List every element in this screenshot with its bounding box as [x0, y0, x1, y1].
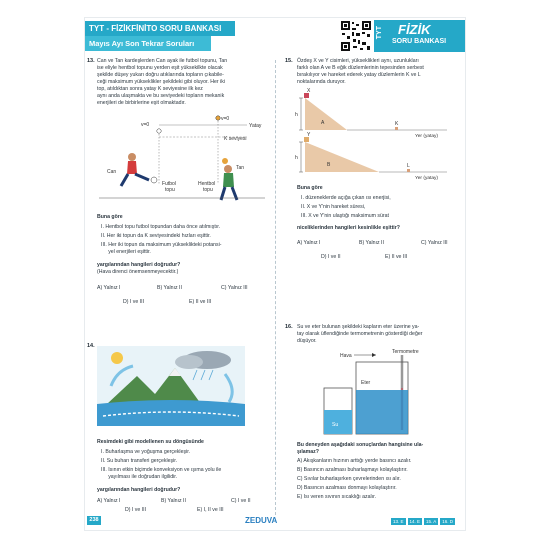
b-label: B — [327, 162, 331, 168]
answer-key-item: 13. E — [393, 519, 404, 524]
q16-number: 16. — [285, 324, 293, 330]
v0-label-b: v=0 — [221, 116, 230, 122]
answer-key-item: 16. D — [442, 519, 454, 524]
yer-label-2: Yer (yatay) — [415, 176, 439, 181]
q13-item: III. Her iki topun da maksimum yükseklikteki potansi- — [101, 242, 222, 248]
q15-question: niceliklerinden hangileri kesinlikle eşittir? — [297, 225, 400, 231]
termometre-label: Termometre — [392, 349, 419, 355]
answer-key — [391, 518, 457, 525]
q16-figure — [310, 348, 430, 438]
can-figure — [121, 153, 157, 186]
q16-stem-line: Su ve eter bulunan şekildeki kapların eter üzerine ya- — [297, 324, 420, 330]
q13-option-b[interactable]: B) Yalnız II — [157, 285, 182, 291]
x-label: X — [307, 88, 311, 94]
futbol-label: Futbol — [162, 181, 176, 187]
tan-figure — [221, 158, 237, 200]
q13-item: II. Her iki topun da K seviyesindeki hızları eşittir. — [101, 233, 211, 239]
q13-figure — [97, 114, 267, 206]
q13-option-a[interactable]: A) Yalnız I — [97, 285, 121, 291]
eter-liquid — [356, 390, 408, 434]
brand-soru-bankasi: SORU BANKASI — [392, 38, 447, 45]
eter-label: Eter — [361, 380, 371, 386]
q13-stem-line: ise eliyle hentbol topunu yerden eşit yüksekilkte olacak — [97, 65, 223, 71]
q15-number: 15. — [285, 58, 293, 64]
header-subtitle: Mayıs Ayı Son Tekrar Soruları — [85, 36, 211, 51]
q15-option-e[interactable]: E) II ve III — [385, 254, 408, 260]
page-number: 238 — [87, 516, 101, 525]
q14-item: I. Buharlaşma ve yoğuşma gerçekleşir. — [101, 449, 191, 455]
page-footer — [85, 508, 465, 530]
q15-option-b[interactable]: B) Yalnız II — [359, 240, 384, 246]
q16-option-e[interactable]: E) Isı veren sıvının sıcaklığı azalır. — [297, 494, 376, 500]
a-label: A — [321, 120, 325, 126]
q15-figure — [297, 90, 457, 180]
q13-stem-line: aynı anda ulaşmakta ve bu seviyedeki topların mekanik — [97, 93, 225, 99]
l-label: L — [407, 163, 410, 169]
water-icon — [97, 400, 245, 426]
tan-label: Tan — [236, 165, 245, 171]
q15-option-c[interactable]: C) Yalnız III — [421, 240, 448, 246]
topu-label-1: topu — [165, 187, 175, 193]
answer-key-item: 15. A — [426, 519, 437, 524]
q13-stem-line: Can ve Tan kardeşlerden Can ayak ile futbol topunu, Tan — [97, 58, 228, 64]
q14-item: II. Su buharı transferi gerçekleşir. — [101, 458, 178, 464]
point-l — [407, 169, 410, 172]
page-header — [85, 18, 465, 56]
q13-stem-line: top, atıldıktan sonra yatay K seviyesine ilk kez — [97, 86, 203, 92]
h-label-b: h — [295, 155, 298, 161]
q13-number: 13. — [87, 58, 95, 64]
q13-item: I. Hentbol topu futbol topundan daha önce atılmıştır. — [101, 224, 221, 230]
q16-option-a[interactable]: A) Akışkanların hızının arttığı yerde basıncı azalır. — [297, 458, 412, 464]
q16-stem-line: düşüyor. — [297, 338, 317, 344]
brand-fizik: FİZİK — [398, 22, 431, 37]
q15-item: II. X ve Y'nin hareket süresi, — [301, 204, 366, 210]
water-cycle-illustration — [97, 346, 245, 426]
q14-item: III. Isının etkin biçimde konveksiyon ve ışıma yolu ile — [101, 467, 222, 473]
q13-option-d[interactable]: D) I ve III — [123, 299, 145, 305]
q15-option-d[interactable]: D) I ve II — [321, 254, 341, 260]
publisher-logo: ZEDUVA — [245, 516, 278, 525]
q14-question: yargılarından hangileri doğrudur? — [97, 487, 181, 493]
su-label: Su — [332, 422, 339, 428]
q13-stem-line: ceği maksimum yükseklikler şekildeki gibi oluyor. Her iki — [97, 79, 225, 85]
v0-label-a: v=0 — [141, 122, 150, 128]
yatay-label: Yatay — [249, 123, 262, 129]
qr-code-icon[interactable] — [340, 20, 372, 52]
brand-badge — [374, 20, 465, 52]
q15-stem-line: noktalarında duruyor. — [297, 79, 346, 85]
hentbol-label: Hentbol — [198, 181, 216, 187]
arrow-right-icon — [372, 353, 376, 357]
futbol-ball-top — [157, 129, 161, 133]
q16-stem-line: tay olarak üflendiğinde termometrenin gösterdiği değer — [297, 331, 423, 337]
q14-option-a[interactable]: A) Yalnız I — [97, 498, 121, 504]
q15-item: I. düzeneklerde açığa çıkan ısı enerjisi, — [301, 195, 391, 201]
q13-note: (Hava direnci önemsenmeyecektir.) — [97, 269, 179, 275]
incline-a — [305, 98, 347, 130]
q14-option-c[interactable]: C) I ve II — [231, 498, 251, 504]
q16-option-d[interactable]: D) Basıncın azalması donmayı kolaylaştırır. — [297, 485, 397, 491]
q15-stem-line: farklı olan A ve B eğik düzlemlerinin tepesinden serbest — [297, 65, 424, 71]
column-divider — [275, 60, 276, 515]
q14-lead: Resimdeki gibi modellenen su döngüsünde — [97, 439, 204, 445]
q13-option-c[interactable]: C) Yalnız III — [221, 285, 248, 291]
q15-stem-line: bırakılıyor ve hareket ederek yatay düzlemlerin K ve L — [297, 72, 421, 78]
q16-option-c[interactable]: C) Sıvılar buharlaşırken çevrelerinden ısı alır. — [297, 476, 401, 482]
topu-label-2: topu — [203, 187, 213, 193]
q13-buna-gore: Buna göre — [97, 214, 123, 220]
q15-stem-line: Özdeş X ve Y cisimleri, yükseklikleri aynı, uzunlukları — [297, 58, 419, 64]
document-page — [85, 18, 465, 530]
y-label: Y — [307, 132, 311, 138]
q14-option-d[interactable]: D) I ve III — [125, 507, 147, 513]
can-label: Can — [107, 169, 117, 175]
hava-label: Hava — [340, 353, 352, 359]
q15-item: III. X ve Y'nin ulaştığı maksimum sürat — [301, 213, 389, 219]
h-label-a: h — [295, 112, 298, 118]
sun-icon — [111, 352, 123, 364]
q14-number: 14. — [87, 343, 95, 349]
header-title: TYT - FİZİKFİNİTO SORU BANKASI — [85, 21, 235, 36]
q13-item: yel enerjileri eşittir. — [101, 249, 151, 255]
q15-option-a[interactable]: A) Yalnız I — [297, 240, 321, 246]
q14-option-e[interactable]: E) I, II ve III — [197, 507, 224, 513]
q13-question: yargılarından hangileri doğrudur? — [97, 262, 181, 268]
point-k — [395, 127, 398, 130]
k-label: K — [395, 121, 399, 127]
answer-key-item: 14. E — [409, 519, 421, 524]
q16-question-line: şılamaz? — [297, 449, 319, 455]
q16-question-line: Bu deneyden aşağıdaki sonuçlardan hangisine ula- — [297, 442, 424, 448]
q14-option-b[interactable]: B) Yalnız II — [161, 498, 186, 504]
q16-option-b[interactable]: B) Basıncın azalması buharlaşmayı kolaylaştırır. — [297, 467, 408, 473]
q15-buna-gore: Buna göre — [297, 185, 323, 191]
yer-label-1: Yer (yatay) — [415, 134, 439, 139]
k-seviyesi-label: K seviyesi — [224, 136, 247, 142]
q13-option-e[interactable]: E) II ve III — [189, 299, 212, 305]
q14-item: yayılması ile doğrudan ilgilidir. — [101, 474, 178, 480]
hentbol-ball-top — [216, 116, 220, 120]
incline-b — [305, 142, 379, 172]
brand-tyt: TYT — [376, 26, 383, 40]
q13-stem-line: enerjileri de birbirlerine eşit olmaktadır. — [97, 100, 186, 106]
q13-stem-line: şekilde düşey yukarı doğru atıklarında topların çıkabile- — [97, 72, 224, 78]
